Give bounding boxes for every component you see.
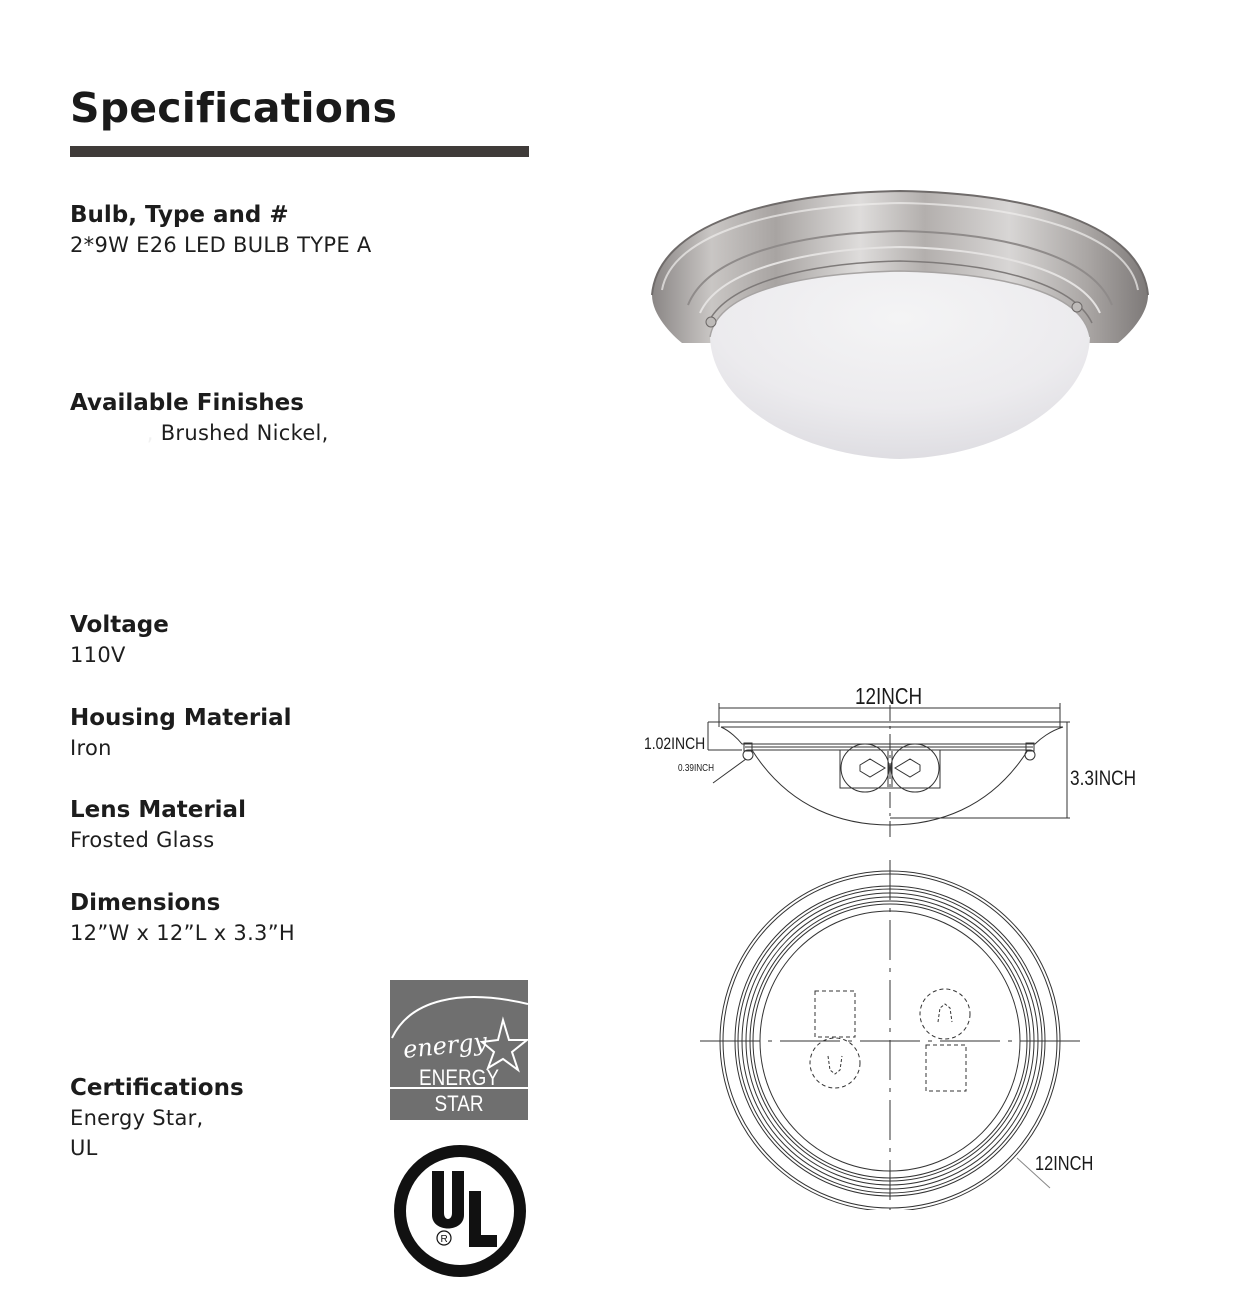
- product-photo: [648, 185, 1152, 467]
- rim-height-dimension-label: 1.02INCH: [644, 734, 706, 753]
- spec-housing-material: [70, 703, 291, 763]
- spec-value: 110V: [70, 643, 126, 667]
- spec-voltage: [70, 610, 169, 670]
- svg-text:R: R: [440, 1234, 448, 1245]
- energy-star-label: ENERGY STAR: [419, 1065, 499, 1116]
- spec-label: Available Finishes: [70, 390, 304, 416]
- svg-text:energy: energy: [401, 1027, 489, 1064]
- spec-value: UL: [70, 1136, 98, 1160]
- spec-value: Energy Star,: [70, 1106, 204, 1130]
- ul-certification-icon: [390, 1143, 530, 1283]
- spec-value: 12”W x 12”L x 3.3”H: [70, 921, 295, 945]
- spec-label: Voltage: [70, 612, 169, 638]
- page-title: Specifications: [70, 84, 398, 132]
- ul-logo: [390, 1143, 530, 1283]
- ceiling-light-image: [648, 185, 1152, 467]
- spec-label: Lens Material: [70, 797, 246, 823]
- spec-value: [70, 418, 329, 448]
- spec-label: Certifications: [70, 1075, 244, 1101]
- height-dimension-label: 3.3INCH: [1070, 767, 1137, 790]
- width-dimension-label: 12INCH: [855, 683, 923, 709]
- spec-label: Housing Material: [70, 705, 292, 731]
- spec-lens-material: [70, 795, 246, 855]
- redacted-finish: ,: [70, 421, 154, 445]
- spec-finishes: [70, 388, 329, 448]
- energy-star-logo: [390, 980, 528, 1120]
- top-view-drawing: [690, 860, 1110, 1210]
- spec-certifications: [70, 1073, 244, 1163]
- spec-dimensions: [70, 888, 295, 948]
- screw-dimension-label: 0.39INCH: [678, 763, 715, 774]
- spec-label: Dimensions: [70, 890, 221, 916]
- finish-brushed-nickel: Brushed Nickel,: [153, 421, 329, 445]
- spec-value: Iron: [70, 736, 112, 760]
- spec-bulb: [70, 200, 372, 260]
- side-elevation-drawing: [630, 675, 1137, 840]
- spec-label: Bulb, Type and #: [70, 202, 289, 228]
- spec-value: 2*9W E26 LED BULB TYPE A: [70, 233, 372, 257]
- title-divider: [70, 146, 529, 157]
- diameter-dimension-label: 12INCH: [1035, 1153, 1094, 1175]
- spec-value: Frosted Glass: [70, 828, 215, 852]
